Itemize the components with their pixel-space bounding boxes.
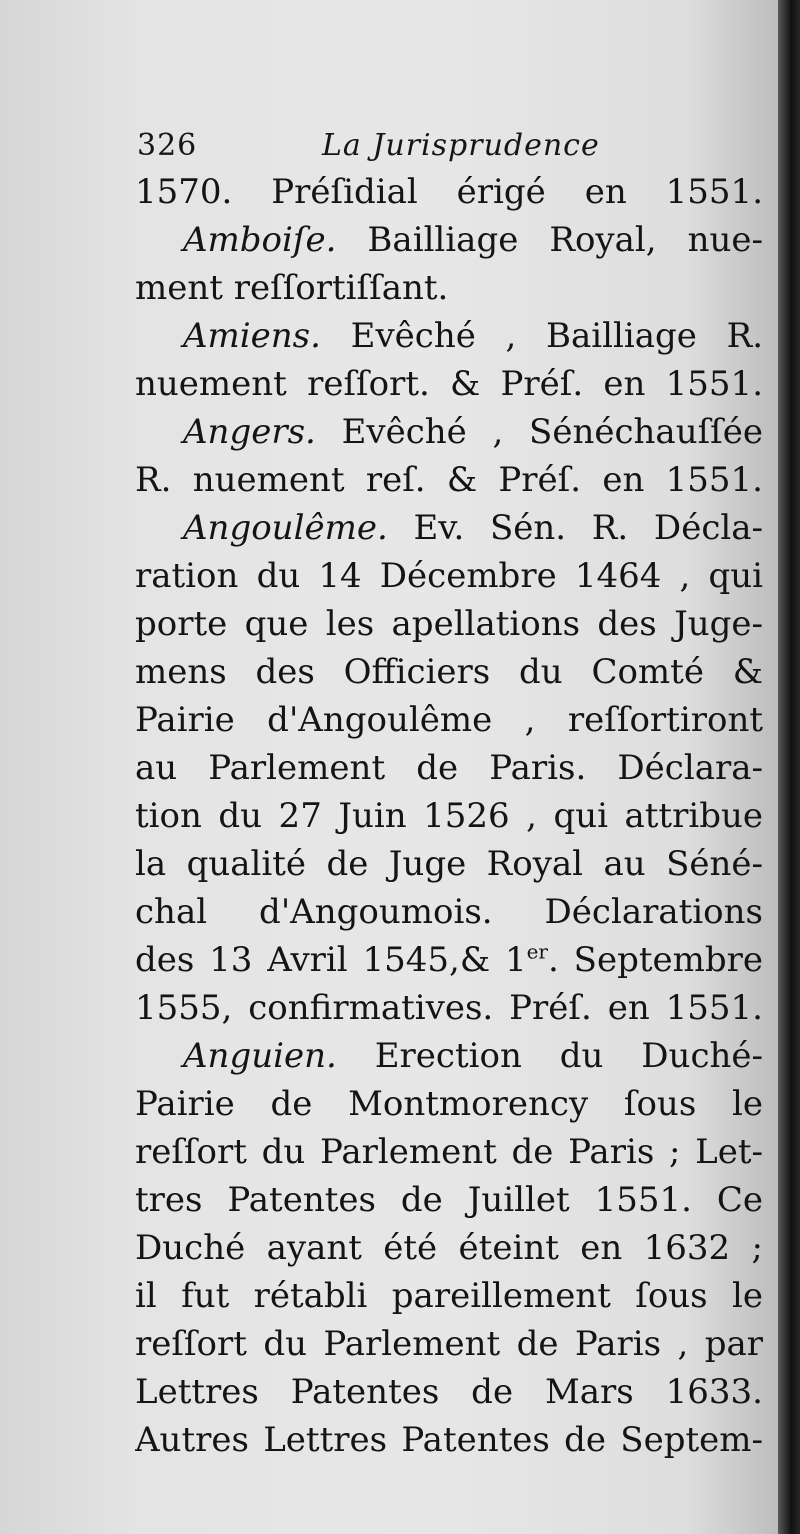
text-line — [135, 984, 763, 1032]
line-text: reſſort du Parlement de Paris , par — [135, 1324, 763, 1364]
place-name: Angoulême. — [183, 508, 388, 548]
line-text: 1555, confirmatives. Préſ. en 1551. — [135, 988, 763, 1028]
line-text: il fut rétabli pareillement ſous le — [135, 1276, 763, 1316]
text-line — [135, 1176, 763, 1224]
text-line — [135, 792, 763, 840]
place-name: Anguien. — [183, 1036, 337, 1076]
text-line — [135, 264, 763, 312]
place-name: Amboiſe. — [183, 220, 337, 260]
text-line — [135, 168, 763, 216]
page-number: 326 — [137, 128, 198, 163]
line-text: nuement reſſort. & Préſ. en 1551. — [135, 364, 763, 404]
line-text: Evêché , Sénéchauſſée — [315, 412, 763, 452]
text-line — [135, 504, 763, 552]
line-text: Pairie de Montmorency ſous le — [135, 1084, 763, 1124]
text-line — [135, 888, 763, 936]
line-text: la qualité de Juge Royal au Séné- — [135, 844, 763, 884]
line-text: ration du 14 Décembre 1464 , qui — [135, 556, 763, 596]
text-line — [135, 1128, 763, 1176]
text-line — [135, 1416, 763, 1464]
text-line — [135, 600, 763, 648]
line-text: Duché ayant été éteint en 1632 ; — [135, 1228, 763, 1268]
line-text: Lettres Patentes de Mars 1633. — [135, 1372, 763, 1412]
line-text: . Septembre — [548, 940, 763, 980]
line-text: Erection du Duché- — [336, 1036, 763, 1076]
line-text: Autres Lettres Patentes de Septem- — [135, 1420, 763, 1460]
line-text: reſſort du Parlement de Paris ; Let- — [135, 1132, 763, 1172]
text-line — [135, 936, 763, 984]
text-line — [135, 1032, 763, 1080]
line-text: Evêché , Bailliage R. — [320, 316, 763, 356]
line-text: Bailliage Royal, nue- — [336, 220, 763, 260]
line-text: chal d'Angoumois. Déclarations — [135, 892, 763, 932]
line-text: Pairie d'Angoulême , reſſortiront — [135, 700, 763, 740]
text-line — [135, 456, 763, 504]
text-line — [135, 408, 763, 456]
line-text: mens des Officiers du Comté & — [135, 652, 763, 692]
text-line — [135, 840, 763, 888]
text-line — [135, 1368, 763, 1416]
body-text — [135, 168, 763, 1464]
book-gutter — [778, 0, 800, 1534]
text-line — [135, 1224, 763, 1272]
place-name: Amiens. — [183, 316, 321, 356]
line-text: R. nuement reſ. & Préſ. en 1551. — [135, 460, 763, 500]
line-text: porte que les apellations des Juge- — [135, 604, 763, 644]
text-line — [135, 696, 763, 744]
text-line — [135, 312, 763, 360]
line-text: tres Patentes de Juillet 1551. Ce — [135, 1180, 763, 1220]
line-text: au Parlement de Paris. Déclara- — [135, 748, 763, 788]
line-text: ment reſſortiſſant. — [135, 268, 449, 308]
text-line — [135, 648, 763, 696]
line-text: tion du 27 Juin 1526 , qui attribue — [135, 796, 763, 836]
place-name: Angers. — [183, 412, 316, 452]
text-line — [135, 744, 763, 792]
text-line — [135, 216, 763, 264]
line-text: Ev. Sén. R. Décla- — [387, 508, 763, 548]
text-line — [135, 360, 763, 408]
text-line — [135, 1080, 763, 1128]
line-text: 1570. Préſidial érigé en 1551. — [135, 172, 763, 212]
running-title: La Jurisprudence — [322, 128, 600, 163]
text-line — [135, 1320, 763, 1368]
text-line — [135, 552, 763, 600]
line-text-lead: des 13 Avril 1545,& 1 — [135, 940, 527, 980]
text-line — [135, 1272, 763, 1320]
superscript: er — [526, 939, 548, 964]
